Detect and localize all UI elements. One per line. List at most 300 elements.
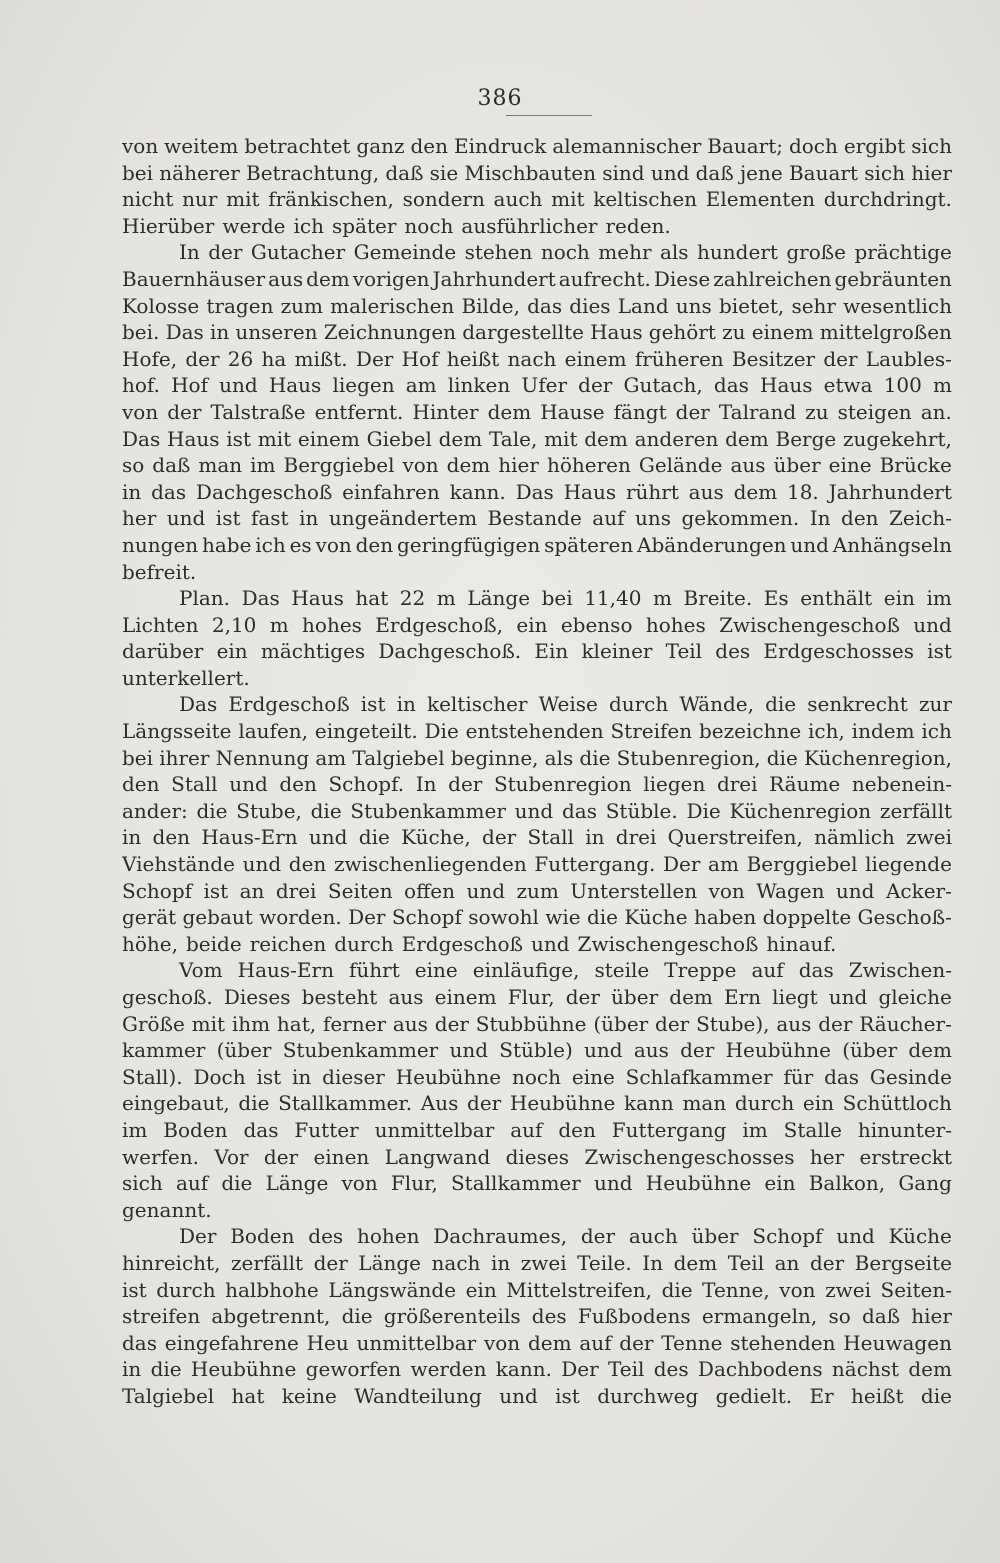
word: der <box>655 1011 690 1036</box>
word: worden. <box>259 905 342 930</box>
word: mit <box>544 426 578 451</box>
word: Stall <box>171 772 218 797</box>
word: senkrecht <box>807 692 908 717</box>
word: nämlich <box>814 825 895 850</box>
word: mächtiges <box>260 639 366 664</box>
word: Land <box>617 293 669 318</box>
word: liegen <box>643 772 706 797</box>
word: am <box>708 852 739 877</box>
text-line <box>122 798 952 825</box>
word: in <box>122 1357 142 1382</box>
word: Balkon, <box>808 1171 886 1196</box>
word: die <box>310 798 342 823</box>
word: werfen. <box>122 1144 199 1169</box>
word: Heubühne <box>645 1171 752 1196</box>
word: das <box>824 1064 860 1089</box>
word: der <box>185 346 220 371</box>
word: sind <box>602 160 645 185</box>
word: gebaut <box>182 905 253 930</box>
word: In <box>809 506 831 531</box>
word: indem <box>851 719 915 744</box>
word: über <box>611 985 659 1009</box>
word: uns <box>675 293 712 318</box>
word: zwei <box>520 1250 567 1275</box>
word: in <box>122 825 142 850</box>
word: Haus-Ern <box>237 958 334 983</box>
word: drei <box>615 825 657 850</box>
page-number-rule <box>506 115 592 116</box>
word: der <box>818 1011 853 1036</box>
word: Wagen <box>756 878 825 903</box>
word: zu <box>805 399 829 424</box>
word: Schopf <box>752 1224 823 1249</box>
word: zugekehrt, <box>843 426 952 451</box>
word: habe <box>202 532 252 557</box>
text-line <box>122 213 952 240</box>
word: ist <box>555 1383 580 1408</box>
word: Kolosse <box>122 293 200 318</box>
word: Bauart <box>788 160 858 185</box>
page-number: 386 <box>477 86 523 111</box>
text-line <box>122 904 952 931</box>
word: (über <box>842 1038 898 1063</box>
text-line <box>122 1356 952 1383</box>
word: Dachraumes, <box>433 1224 568 1249</box>
word: entfernt. <box>314 399 404 424</box>
word: Stube), <box>696 1011 770 1036</box>
word: anderen <box>634 426 719 451</box>
word: Mischbauten <box>464 160 596 185</box>
word: dem <box>908 1038 952 1063</box>
word: das <box>713 373 749 398</box>
word: Längswände <box>328 1277 457 1302</box>
word: ist <box>226 426 251 451</box>
word: durchdringt. <box>823 187 952 212</box>
word: dem <box>908 1357 952 1382</box>
word: aus <box>688 479 724 504</box>
text-line <box>122 399 952 426</box>
word: Boden <box>163 1117 228 1142</box>
word: dem <box>725 426 769 451</box>
text-line <box>122 691 952 718</box>
word: Haus <box>291 586 344 611</box>
word: in <box>490 1250 511 1275</box>
word: ermangeln, <box>701 1304 818 1329</box>
text-line <box>122 1037 952 1064</box>
text-line <box>122 266 952 293</box>
word: gebräunten <box>834 266 952 291</box>
word: genannt. <box>122 1197 212 1222</box>
word: durch <box>156 1277 216 1302</box>
word: vorigen <box>352 266 430 291</box>
word: Erdgeschoß <box>401 931 523 956</box>
word: in <box>396 692 416 717</box>
word: Doch <box>193 1064 246 1089</box>
word: Tale, <box>489 426 538 451</box>
word: Ein <box>534 639 569 664</box>
word: Talgiebel <box>122 1383 215 1408</box>
text-line <box>122 718 952 745</box>
word: bezeichne <box>698 719 802 744</box>
word: Stubbühne <box>475 1011 587 1036</box>
word: etwa <box>823 373 873 398</box>
word: des <box>653 1357 689 1382</box>
word: Das <box>241 586 280 611</box>
word: uns <box>634 506 672 531</box>
word: den <box>558 1117 596 1142</box>
word: in <box>585 825 605 850</box>
word: werde <box>222 213 286 238</box>
text-line <box>122 1064 952 1091</box>
word: Länge <box>467 586 531 611</box>
word: ich <box>921 719 952 744</box>
text-line <box>122 1197 952 1224</box>
text-line <box>122 638 952 665</box>
word: Unterstellen <box>570 878 698 903</box>
word: m <box>653 586 672 611</box>
word: ausführlicher <box>461 213 598 238</box>
word: Jahrhundert <box>828 479 952 504</box>
word: Futtergang. <box>534 852 656 877</box>
text-line <box>122 931 952 958</box>
word: kann. <box>449 479 506 504</box>
word: Das <box>122 426 161 451</box>
word: der <box>619 1330 654 1355</box>
word: der <box>580 1224 616 1249</box>
word: ist <box>122 1277 147 1302</box>
word: aus <box>776 1011 812 1036</box>
word: keltischen <box>593 187 698 212</box>
word: keine <box>281 1383 337 1408</box>
word: der <box>482 825 517 850</box>
word: von <box>483 1330 521 1355</box>
text-line <box>122 824 952 851</box>
word: Vom <box>179 958 223 983</box>
word: kann <box>623 1091 674 1116</box>
word: Der <box>662 852 701 877</box>
word: Bergseite <box>854 1250 952 1275</box>
word: der <box>565 985 600 1009</box>
text-line <box>122 133 952 160</box>
word: ander: <box>122 798 188 823</box>
word: Die <box>424 719 459 744</box>
word: und <box>166 506 206 531</box>
word: mehr <box>598 240 652 265</box>
word: ich, <box>808 719 845 744</box>
word: hinreicht, <box>122 1250 221 1275</box>
word: die <box>920 1383 952 1408</box>
word: beide <box>186 931 242 956</box>
word: Abänderungen <box>637 532 787 557</box>
word: ihrer <box>159 745 210 770</box>
word: unseren <box>235 320 318 345</box>
word: von <box>122 399 159 424</box>
word: des <box>308 1224 344 1249</box>
text-line <box>122 532 952 559</box>
word: alemannischer <box>552 134 702 158</box>
word: daß <box>152 453 191 478</box>
word: zu <box>722 320 746 345</box>
word: den <box>355 532 394 557</box>
word: ist <box>215 506 241 531</box>
word: 2,10 <box>211 612 257 637</box>
word: und <box>584 1038 623 1063</box>
text-line <box>122 186 952 213</box>
text-line <box>122 426 952 453</box>
text-line <box>122 612 952 639</box>
word: Gang <box>898 1171 952 1196</box>
word: eine <box>414 958 458 983</box>
word: ist <box>927 639 952 664</box>
word: Tenne <box>661 1330 723 1355</box>
text-line <box>122 1144 952 1171</box>
word: Hause <box>540 399 605 424</box>
word: bei. <box>122 320 160 345</box>
text-line <box>122 1303 952 1330</box>
word: einem <box>434 985 497 1009</box>
word: Schopf <box>391 905 462 930</box>
word: Stube, <box>236 798 302 823</box>
word: Es <box>763 586 789 611</box>
word: Erdgeschoß, <box>375 612 504 637</box>
word: über <box>691 1224 739 1249</box>
word: einem <box>564 346 627 371</box>
word: eine <box>571 1064 615 1089</box>
word: Weise <box>538 692 598 717</box>
word: und <box>836 1224 875 1249</box>
word: die <box>766 745 798 770</box>
text-line <box>122 878 952 905</box>
word: Zwischengeschosses <box>584 1144 795 1169</box>
word: Breite. <box>683 586 753 611</box>
word: hat <box>231 1383 265 1408</box>
word: wesentlich <box>843 293 952 318</box>
word: doch <box>788 134 838 158</box>
text-line <box>122 771 952 798</box>
word: sich <box>864 160 905 185</box>
word: offen <box>404 878 455 903</box>
word: Erdgeschosses <box>763 639 914 664</box>
word: Gutacher <box>250 240 346 265</box>
word: darüber <box>122 639 204 664</box>
word: der <box>263 1144 299 1169</box>
word: hundert <box>697 240 778 265</box>
word: besteht <box>301 985 378 1009</box>
word: 18. <box>786 479 819 504</box>
word: so <box>828 1304 851 1329</box>
word: zerfällt <box>879 798 952 823</box>
word: Küche <box>888 1224 952 1249</box>
word: Stüble. <box>605 798 678 823</box>
word: Plan. <box>179 586 231 611</box>
word: und <box>835 878 875 903</box>
word: über <box>773 453 821 478</box>
word: drei <box>716 772 758 797</box>
word: als <box>544 745 574 770</box>
word: ein <box>516 612 548 637</box>
word: führt <box>349 958 400 983</box>
word: den <box>841 506 879 531</box>
word: Vor <box>214 1144 249 1169</box>
word: Haus-Ern <box>201 825 298 850</box>
word: Schlafkammer <box>625 1064 773 1089</box>
word: später <box>331 213 397 238</box>
word: zerfällt <box>230 1250 304 1275</box>
word: ungeändertem <box>328 506 478 531</box>
word: Das <box>515 479 554 504</box>
word: Ern <box>724 985 762 1009</box>
word: den <box>279 772 317 797</box>
word: stehen <box>464 240 533 265</box>
word: einfahren <box>342 479 440 504</box>
word: Futter <box>294 1117 359 1142</box>
word: 100 <box>883 373 922 398</box>
word: und <box>229 772 268 797</box>
word: hohen <box>356 1224 420 1249</box>
word: früheren <box>634 346 724 371</box>
word: ferner <box>322 1011 387 1036</box>
word: für <box>783 1064 814 1089</box>
word: Größe <box>122 1011 185 1036</box>
word: in <box>209 320 230 345</box>
word: auf <box>579 1330 612 1355</box>
word: geschoß. <box>122 985 213 1009</box>
word: Heu <box>306 1330 349 1355</box>
word: Stubenregion <box>493 772 632 797</box>
word: Das <box>179 692 218 717</box>
word: einem <box>297 426 360 451</box>
word: sowohl <box>468 905 539 930</box>
word: Talgiebel <box>352 745 445 770</box>
word: Gesinde <box>869 1064 952 1089</box>
word: Dachbodens <box>697 1357 823 1382</box>
word: die <box>238 1091 270 1116</box>
word: kann. <box>495 1357 552 1382</box>
word: Der <box>348 905 386 930</box>
text-line <box>122 452 952 479</box>
text-line <box>122 346 952 373</box>
word: von <box>341 1171 378 1196</box>
word: durch <box>334 931 394 956</box>
word: sich <box>122 1171 163 1196</box>
word: und <box>308 825 348 850</box>
word: drei <box>275 878 317 903</box>
word: die <box>221 1171 253 1196</box>
text-line <box>122 505 952 532</box>
word: halbhohe <box>225 1277 319 1302</box>
word: dargestellte <box>462 320 584 345</box>
word: durch <box>608 692 669 717</box>
word: liegende <box>865 852 952 877</box>
word: der <box>578 373 613 398</box>
word: nungen <box>122 532 199 557</box>
word: Brücke <box>879 453 952 478</box>
word: große <box>786 240 846 265</box>
word: bei <box>122 745 154 770</box>
text-line <box>122 479 952 506</box>
word: an <box>239 878 265 903</box>
word: auf <box>592 506 625 531</box>
word: daß <box>695 160 734 185</box>
word: zwei <box>825 1277 871 1302</box>
text-line <box>122 160 952 187</box>
word: Berge <box>775 426 837 451</box>
word: Heubühne <box>509 1091 616 1116</box>
word: Stubenkammer <box>282 1038 439 1063</box>
word: die <box>196 798 228 823</box>
text-line <box>122 559 952 586</box>
word: ihm <box>231 1011 271 1036</box>
word: linken <box>447 373 511 398</box>
word: mißt. <box>294 346 348 371</box>
word: Flur, <box>390 1171 438 1196</box>
word: her <box>809 1144 845 1169</box>
word: das <box>798 958 834 983</box>
word: einen <box>313 1144 370 1169</box>
word: ha <box>261 346 287 371</box>
word: Seiten <box>327 878 393 903</box>
word: dem <box>669 985 713 1009</box>
word: Bauernhäuser <box>122 266 266 291</box>
word: Schopf <box>122 878 193 903</box>
word: Anhängseln <box>832 532 952 557</box>
word: m <box>933 373 952 398</box>
word: malerischen <box>330 293 455 318</box>
word: den <box>122 772 160 797</box>
word: Besitzer <box>731 346 816 371</box>
word: her <box>122 506 157 531</box>
word: Stallkammer. <box>278 1091 413 1116</box>
word: der <box>313 1250 348 1275</box>
word: gehört <box>648 320 716 345</box>
word: hinauf. <box>766 931 837 956</box>
word: zahlreichen <box>713 266 832 291</box>
word: mit <box>191 1011 226 1036</box>
word: Küche <box>624 905 688 930</box>
text-line <box>122 293 952 320</box>
word: wie <box>545 905 581 930</box>
word: die <box>586 905 618 930</box>
word: Länge <box>265 1171 329 1196</box>
word: nebenein- <box>851 772 952 797</box>
word: Boden <box>230 1224 295 1249</box>
word: durchweg <box>597 1383 699 1408</box>
word: Zeichnungen <box>323 320 457 345</box>
word: Giebel <box>366 426 432 451</box>
word: das <box>561 798 597 823</box>
word: gerät <box>122 905 177 930</box>
word: Dachgeschoß <box>195 479 333 504</box>
word: einläufige, <box>472 958 580 983</box>
word: werden <box>410 1357 487 1382</box>
word: Stallkammer <box>450 1171 581 1196</box>
word: von <box>708 878 745 903</box>
word: zum <box>280 293 323 318</box>
word: der <box>680 1038 715 1063</box>
word: kleiner <box>581 639 653 664</box>
word: mit <box>226 187 260 212</box>
word: fast <box>250 506 289 531</box>
word: Haus <box>563 479 617 504</box>
word: rührt <box>625 479 679 504</box>
text-line <box>122 851 952 878</box>
word: Streifen <box>610 719 693 744</box>
word: Stubenregion, <box>616 745 761 770</box>
word: die <box>341 1304 373 1329</box>
word: tragen <box>206 293 274 318</box>
word: mit <box>257 426 292 451</box>
word: Ufer <box>521 373 568 398</box>
